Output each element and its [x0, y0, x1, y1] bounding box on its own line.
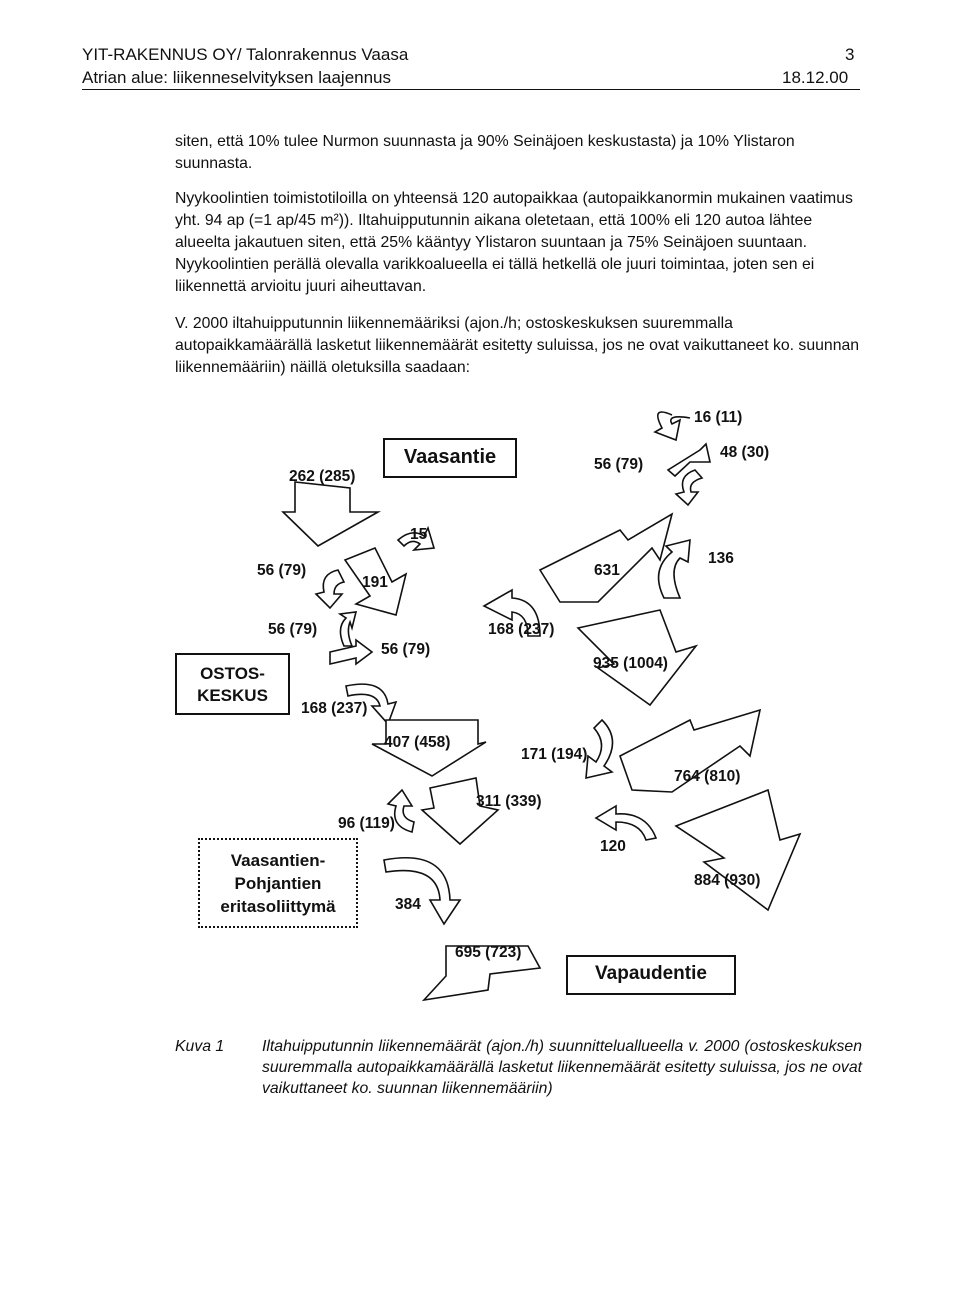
location-box-ostoskeskus: [175, 653, 290, 715]
flow-arrow-large: [676, 790, 800, 910]
flow-label: 191: [362, 574, 388, 591]
flow-label: 262 (285): [289, 468, 356, 485]
turn-arrow: [316, 570, 344, 608]
flow-arrow-large: [422, 778, 498, 844]
turn-arrow: [668, 444, 710, 476]
header-company: YIT-RAKENNUS OY/ Talonrakennus Vaasa: [82, 45, 409, 64]
flow-label: 884 (930): [694, 872, 761, 889]
flow-label: 764 (810): [674, 768, 741, 785]
turn-arrow: [676, 470, 702, 505]
location-label: eritasoliittymä: [220, 897, 336, 916]
flow-label: 120: [600, 838, 626, 855]
flow-label: 168 (237): [488, 621, 555, 638]
header-project: Atrian alue: liikenneselvityksen laajennus: [82, 68, 392, 87]
flow-label: 935 (1004): [593, 655, 668, 672]
paragraph: siten, että 10% tulee Nurmon suunnasta ja 90% Seinäjoen keskustasta) ja 10% Ylistaron suunnasta.: [175, 133, 795, 172]
flow-label: 136: [708, 550, 734, 567]
location-box-vapaudentie: [566, 955, 736, 995]
page-number: 3: [845, 45, 855, 64]
turn-arrow: [586, 720, 613, 778]
flow-label: 16 (11): [694, 409, 743, 426]
location-label: OSTOS-: [200, 664, 265, 683]
flow-label: 56 (79): [268, 621, 318, 638]
flow-label: 15: [410, 526, 428, 543]
figure-caption-text: Iltahuipputunnin liikennemäärät (ajon./h) suunnitteluallueella v. 2000 (ostoskeskuksen suuremmalla autopaikkamäärällä lasketut liikennemäärät esitetty suluissa, jos ne ovat vaikuttaneet ko. suunnan liikennemääriin): [262, 1038, 862, 1097]
turn-arrow: [340, 612, 356, 646]
location-label: Pohjantien: [234, 874, 322, 893]
flow-label: 56 (79): [381, 641, 431, 658]
flow-label: 384: [395, 896, 421, 913]
figure-caption-label: Kuva 1: [175, 1038, 225, 1055]
header-date: 18.12.00: [782, 68, 849, 87]
turn-arrow: [596, 806, 656, 840]
location-label: Vaasantien-: [230, 851, 326, 870]
flow-arrow-large: [283, 482, 378, 546]
flow-label: 168 (237): [301, 700, 368, 717]
flow-label: 695 (723): [455, 944, 522, 961]
location-box-vaasantie: [383, 438, 517, 478]
flow-label: 631: [594, 562, 620, 579]
location-box-eritasoliittyma: [198, 838, 358, 928]
location-label: Vaasantie: [403, 446, 497, 468]
location-label: KESKUS: [197, 686, 268, 705]
flow-label: 407 (458): [384, 734, 451, 751]
flow-label: 311 (339): [476, 793, 542, 810]
turn-arrow: [384, 858, 460, 924]
paragraph: V. 2000 iltahuipputunnin liikennemääriksi (ajon./h; ostoskeskuksen suuremmalla autopaikkamäärällä lasketut liikennemäärät esitetty suluissa, jos ne ovat vaikuttaneet ko. suunnan liikennemääriin) näillä oletuksilla saadaan:: [175, 315, 860, 376]
flow-label: 171 (194): [521, 746, 588, 763]
flow-label: 56 (79): [257, 562, 307, 579]
location-label: Vapaudentie: [595, 963, 707, 984]
flow-label: 96 (119): [338, 815, 395, 832]
turn-arrow: [655, 412, 690, 440]
flow-label: 48 (30): [720, 444, 770, 461]
paragraph: Nyykoolintien toimistotiloilla on yhteensä 120 autopaikkaa (autopaikkanormin mukainen vaatimus yht. 94 ap (=1 ap/45 m²)). Iltahuipputunnin aikana oletetaan, että 100% eli 120 autoa lähtee alueelta jakautuen siten, että 25% kääntyy Ylistaron suuntaan ja 75% Seinäjoen suuntaan. Nyykoolintien perällä olevalla varikkoalueella ei tällä hetkellä ole juuri toimintaa, joten sen ei liikennettä arvioitu juuri aiheuttavan.: [175, 190, 853, 295]
flow-label: 56 (79): [594, 456, 644, 473]
flow-arrow-large: [540, 514, 672, 602]
